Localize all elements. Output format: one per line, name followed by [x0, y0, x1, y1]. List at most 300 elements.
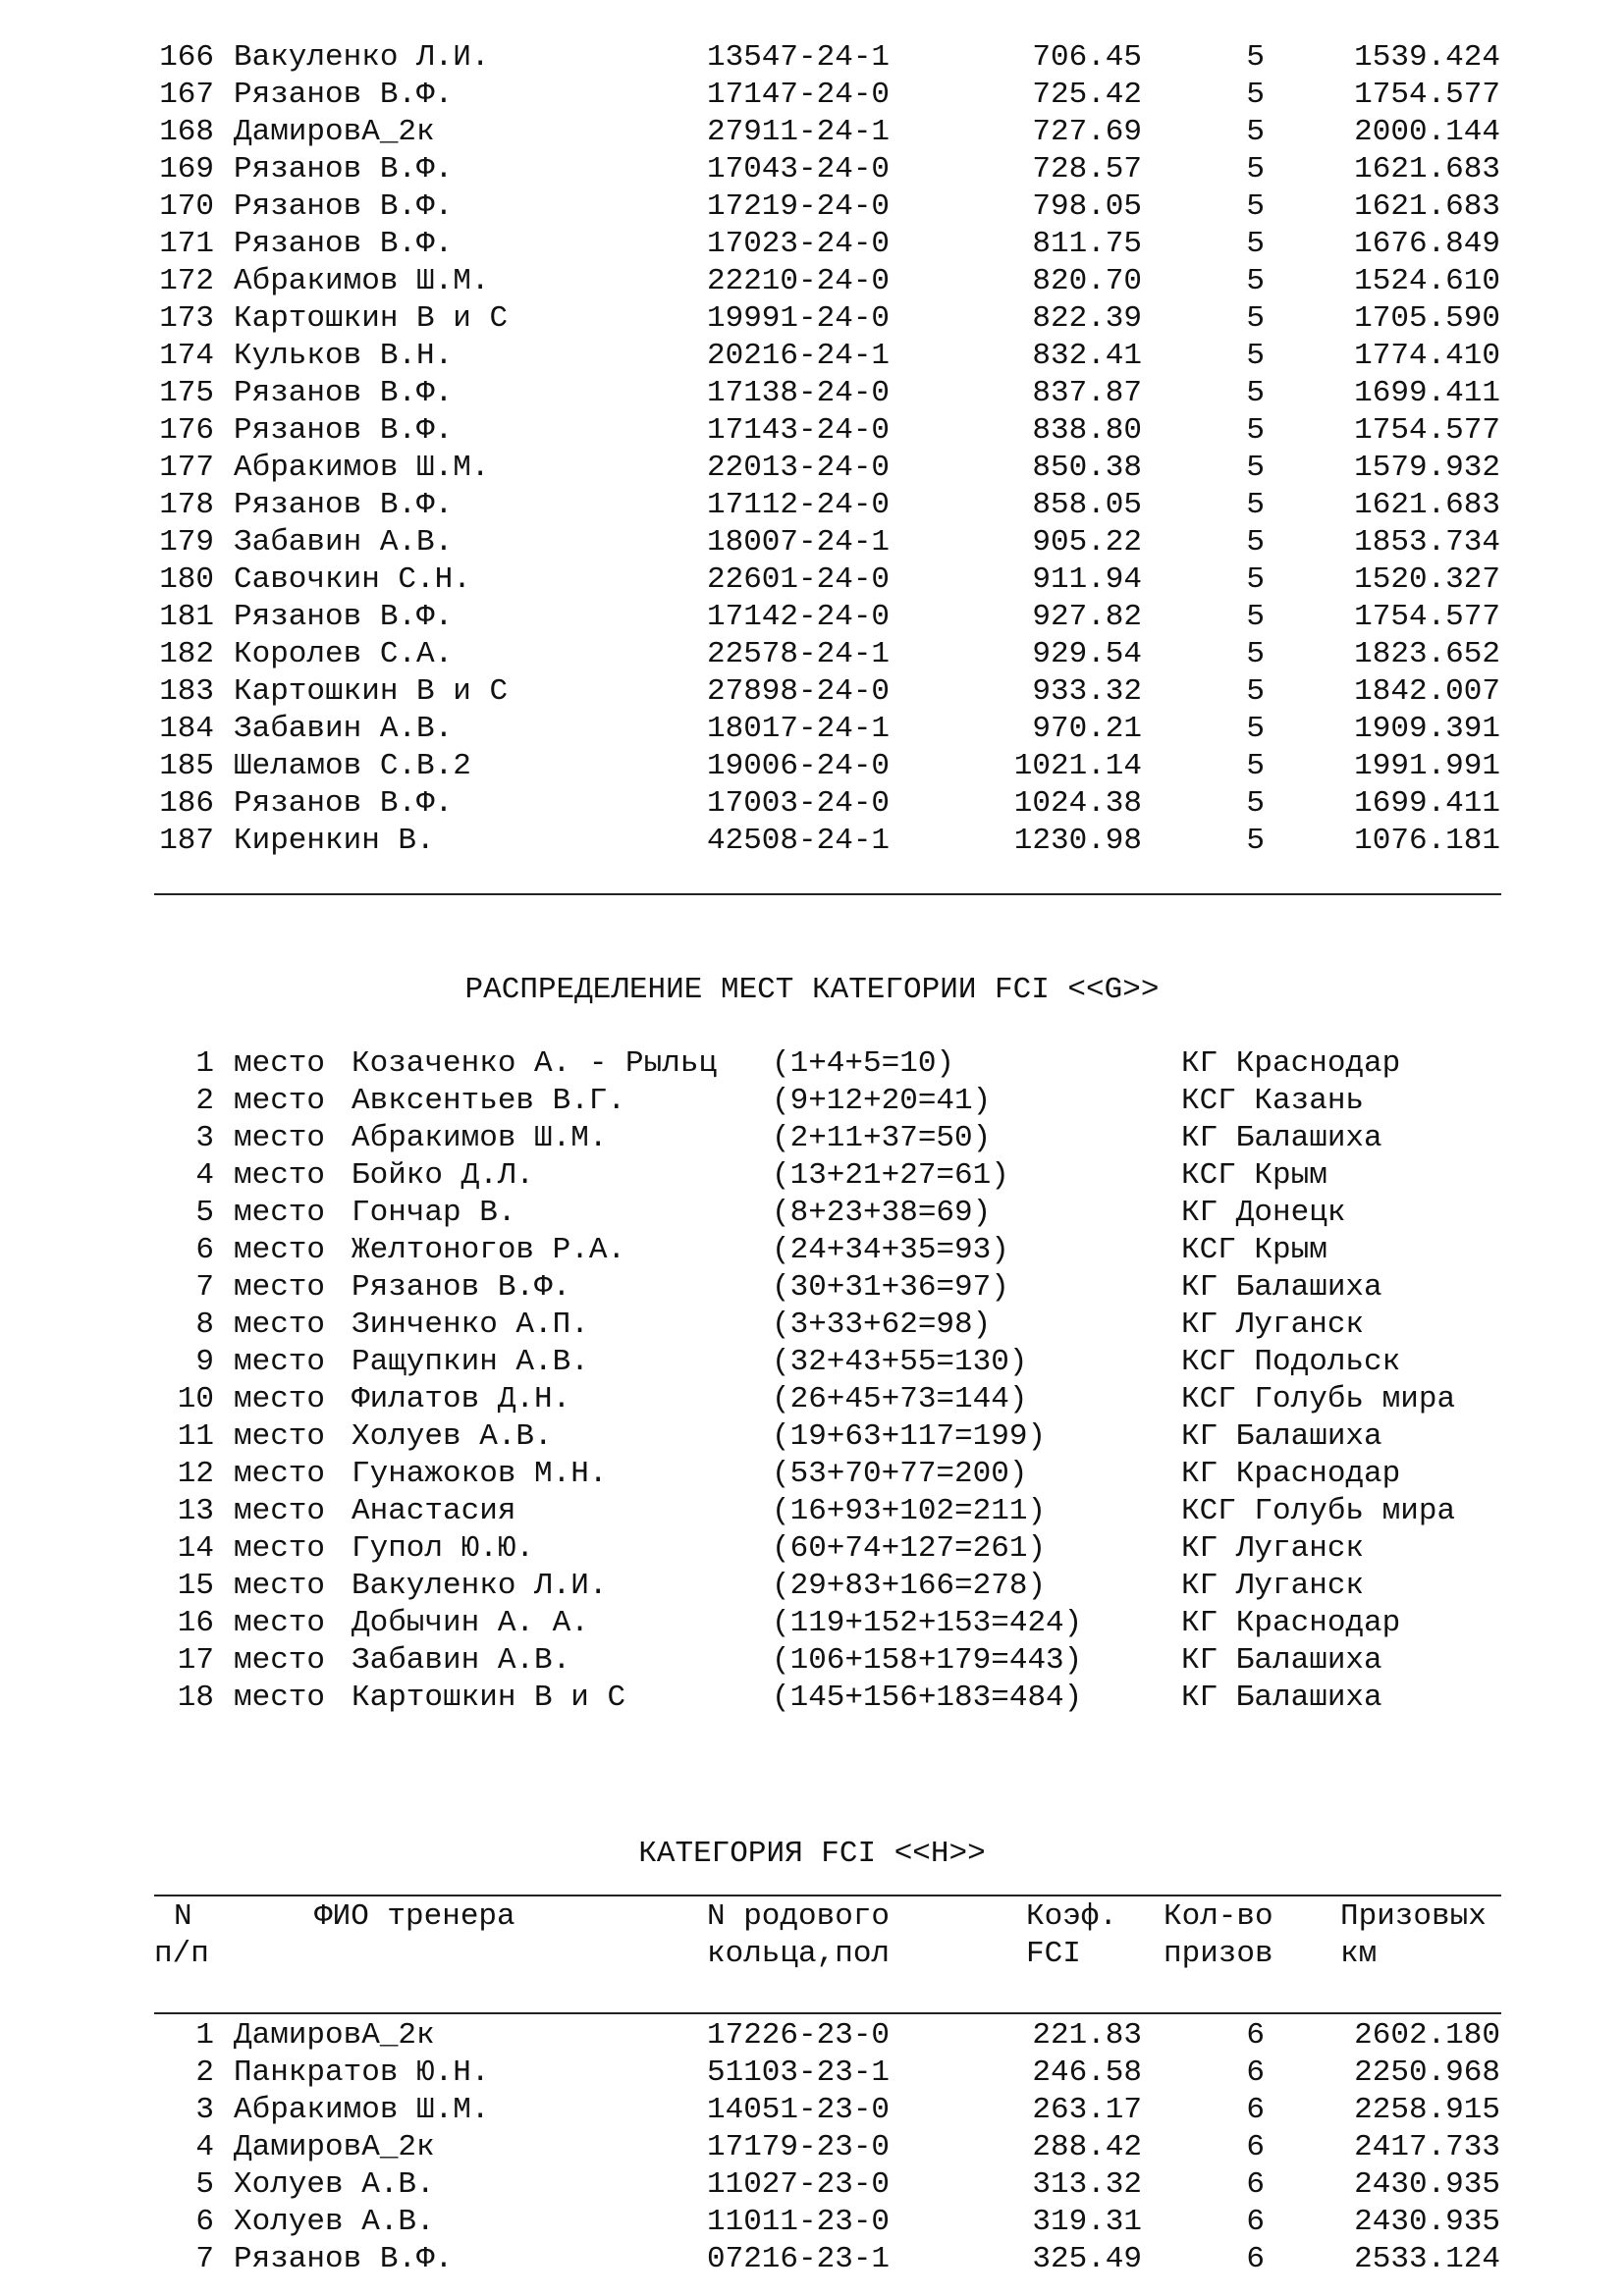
club-name: КГ Краснодар [1181, 1457, 1401, 1491]
ring-number: 17179-23-0 [707, 2130, 891, 2164]
trainer-name: Гунажоков М.Н. [352, 1457, 608, 1491]
prize-count: 5 [1246, 712, 1265, 746]
club-name: КГ Балашиха [1181, 1270, 1382, 1305]
club-name: КСГ Голубь мира [1181, 1382, 1456, 1416]
fci-coefficient: 325.49 [1032, 2242, 1142, 2276]
place-number: 18 [177, 1681, 214, 1715]
prize-count: 5 [1246, 413, 1265, 448]
ring-number: 19991-24-0 [707, 301, 891, 336]
trainer-name: Панкратов Ю.Н. [234, 2056, 490, 2090]
club-name: КСГ Казань [1181, 1084, 1365, 1118]
ring-number: 51103-23-1 [707, 2056, 891, 2090]
fci-coefficient: 798.05 [1032, 189, 1142, 224]
prize-count: 5 [1246, 674, 1265, 709]
trainer-name: Холуев А.В. [234, 2205, 435, 2239]
fci-coefficient: 927.82 [1032, 600, 1142, 634]
club-name: КСГ Подольск [1181, 1345, 1401, 1379]
place-word: место [234, 1419, 326, 1454]
trainer-name: Картошкин В и С [234, 674, 509, 709]
trainer-name: Рязанов В.Ф. [234, 227, 454, 261]
table-row [0, 188, 1624, 226]
ring-number: 14051-23-0 [707, 2093, 891, 2127]
row-number: 172 [159, 264, 214, 298]
ring-number: 17147-24-0 [707, 78, 891, 112]
fci-coefficient: 911.94 [1032, 562, 1142, 597]
fci-coefficient: 822.39 [1032, 301, 1142, 336]
table-row [0, 39, 1624, 77]
table-row [0, 2166, 1624, 2204]
ring-number: 17219-24-0 [707, 189, 891, 224]
row-number: 171 [159, 227, 214, 261]
trainer-name: Гончар В. [352, 1196, 516, 1230]
fci-coefficient: 858.05 [1032, 488, 1142, 522]
trainer-name: Холуев А.В. [352, 1419, 553, 1454]
place-word: место [234, 1345, 326, 1379]
ring-number: 17143-24-0 [707, 413, 891, 448]
row-number: 3 [195, 2093, 214, 2127]
prize-km: 1621.683 [1354, 488, 1500, 522]
place-number: 8 [195, 1308, 214, 1342]
place-word: место [234, 1308, 326, 1342]
place-sum: (19+63+117=199) [772, 1419, 1047, 1454]
place-number: 9 [195, 1345, 214, 1379]
trainer-name: Кульков В.Н. [234, 339, 454, 373]
trainer-name: Забавин А.В. [352, 1643, 571, 1678]
trainer-name: Рязанов В.Ф. [234, 488, 454, 522]
trainer-name: Шеламов С.В.2 [234, 749, 471, 783]
prize-count: 5 [1246, 40, 1265, 75]
ring-number: 17043-24-0 [707, 152, 891, 187]
fci-coefficient: 288.42 [1032, 2130, 1142, 2164]
divider [154, 1895, 1501, 1896]
ring-number: 18017-24-1 [707, 712, 891, 746]
header-coef: Коэф. [1026, 1899, 1118, 1934]
trainer-name: Холуев А.В. [234, 2167, 435, 2202]
fci-coefficient: 832.41 [1032, 339, 1142, 373]
row-number: 182 [159, 637, 214, 671]
table-row [0, 114, 1624, 151]
header-prizes-sub: призов [1164, 1937, 1273, 1971]
prize-count: 5 [1246, 637, 1265, 671]
list-item [0, 1493, 1624, 1530]
ring-number: 17138-24-0 [707, 376, 891, 410]
ring-number: 27898-24-0 [707, 674, 891, 709]
place-word: место [234, 1196, 326, 1230]
place-sum: (1+4+5=10) [772, 1046, 955, 1081]
place-sum: (13+21+27=61) [772, 1158, 1009, 1193]
table-row [0, 748, 1624, 785]
place-sum: (119+152+153=424) [772, 1606, 1083, 1640]
trainer-name: Картошкин В и С [352, 1681, 626, 1715]
club-name: КГ Балашиха [1181, 1681, 1382, 1715]
header-n: N [174, 1899, 192, 1934]
prize-count: 5 [1246, 339, 1265, 373]
table-row [0, 785, 1624, 823]
trainer-name: Рязанов В.Ф. [234, 78, 454, 112]
ranking-title: РАСПРЕДЕЛЕНИЕ МЕСТ КАТЕГОРИИ FCI <<G>> [464, 973, 1160, 1007]
trainer-name: ДамировА_2к [234, 2130, 435, 2164]
place-sum: (32+43+55=130) [772, 1345, 1028, 1379]
row-number: 166 [159, 40, 214, 75]
fci-coefficient: 820.70 [1032, 264, 1142, 298]
table-row [0, 2129, 1624, 2166]
fci-coefficient: 905.22 [1032, 525, 1142, 560]
prize-km: 1676.849 [1354, 227, 1500, 261]
row-number: 6 [195, 2205, 214, 2239]
fci-coefficient: 838.80 [1032, 413, 1142, 448]
club-name: КГ Балашиха [1181, 1419, 1382, 1454]
trainer-name: Рязанов В.Ф. [234, 152, 454, 187]
club-name: КГ Краснодар [1181, 1046, 1401, 1081]
list-item [0, 1530, 1624, 1568]
trainer-name: Киренкин В. [234, 824, 435, 858]
table-row [0, 524, 1624, 561]
prize-km: 1076.181 [1354, 824, 1500, 858]
place-word: место [234, 1531, 326, 1566]
header-coef-sub: FCI [1026, 1937, 1081, 1971]
prize-km: 1621.683 [1354, 152, 1500, 187]
place-word: место [234, 1382, 326, 1416]
ring-number: 27911-24-1 [707, 115, 891, 149]
place-number: 13 [177, 1494, 214, 1528]
list-item [0, 1232, 1624, 1269]
prize-count: 6 [1246, 2242, 1265, 2276]
ring-number: 20216-24-1 [707, 339, 891, 373]
prize-km: 1823.652 [1354, 637, 1500, 671]
row-number: 175 [159, 376, 214, 410]
table-row [0, 2055, 1624, 2092]
prize-count: 5 [1246, 376, 1265, 410]
table-row [0, 561, 1624, 599]
place-number: 11 [177, 1419, 214, 1454]
trainer-name: Забавин А.В. [234, 712, 454, 746]
list-item [0, 1083, 1624, 1120]
trainer-name: Абракимов Ш.М. [352, 1121, 608, 1155]
trainer-name: Абракимов Ш.М. [234, 264, 490, 298]
club-name: КГ Луганск [1181, 1531, 1365, 1566]
table-row [0, 2241, 1624, 2278]
place-word: место [234, 1494, 326, 1528]
trainer-name: Абракимов Ш.М. [234, 2093, 490, 2127]
list-item [0, 1456, 1624, 1493]
fci-coefficient: 221.83 [1032, 2018, 1142, 2053]
ring-number: 18007-24-1 [707, 525, 891, 560]
fci-coefficient: 313.32 [1032, 2167, 1142, 2202]
table-row [0, 412, 1624, 450]
header-ring-sub: кольца,пол [707, 1937, 891, 1971]
prize-km: 1909.391 [1354, 712, 1500, 746]
row-number: 183 [159, 674, 214, 709]
prize-count: 5 [1246, 786, 1265, 821]
prize-km: 2430.935 [1354, 2205, 1500, 2239]
fci-coefficient: 933.32 [1032, 674, 1142, 709]
place-number: 16 [177, 1606, 214, 1640]
list-item [0, 1269, 1624, 1307]
table-row [0, 487, 1624, 524]
row-number: 186 [159, 786, 214, 821]
table-row [0, 2204, 1624, 2241]
divider [154, 2012, 1501, 2014]
ring-number: 22578-24-1 [707, 637, 891, 671]
prize-count: 5 [1246, 749, 1265, 783]
place-word: место [234, 1158, 326, 1193]
place-word: место [234, 1121, 326, 1155]
prize-km: 2250.968 [1354, 2056, 1500, 2090]
row-number: 184 [159, 712, 214, 746]
place-sum: (24+34+35=93) [772, 1233, 1009, 1267]
prize-km: 1705.590 [1354, 301, 1500, 336]
ring-number: 17142-24-0 [707, 600, 891, 634]
trainer-name: Филатов Д.Н. [352, 1382, 571, 1416]
header-prizes: Кол-во [1164, 1899, 1273, 1934]
ring-number: 13547-24-1 [707, 40, 891, 75]
table-row [0, 823, 1624, 860]
prize-count: 5 [1246, 227, 1265, 261]
list-item [0, 1680, 1624, 1717]
row-number: 1 [195, 2018, 214, 2053]
list-item [0, 1045, 1624, 1083]
header-n-sub: п/п [154, 1937, 209, 1971]
ring-number: 22013-24-0 [707, 451, 891, 485]
prize-count: 5 [1246, 600, 1265, 634]
place-sum: (60+74+127=261) [772, 1531, 1047, 1566]
row-number: 4 [195, 2130, 214, 2164]
trainer-name: Абракимов Ш.М. [234, 451, 490, 485]
place-word: место [234, 1457, 326, 1491]
fci-coefficient: 970.21 [1032, 712, 1142, 746]
row-number: 187 [159, 824, 214, 858]
prize-count: 6 [1246, 2205, 1265, 2239]
club-name: КГ Балашиха [1181, 1121, 1382, 1155]
place-number: 7 [195, 1270, 214, 1305]
table-row [0, 151, 1624, 188]
prize-km: 2000.144 [1354, 115, 1500, 149]
club-name: КГ Донецк [1181, 1196, 1346, 1230]
trainer-name: Рязанов В.Ф. [234, 600, 454, 634]
place-word: место [234, 1681, 326, 1715]
place-sum: (16+93+102=211) [772, 1494, 1047, 1528]
club-name: КГ Луганск [1181, 1308, 1365, 1342]
prize-km: 1699.411 [1354, 786, 1500, 821]
prize-count: 6 [1246, 2018, 1265, 2053]
place-sum: (30+31+36=97) [772, 1270, 1009, 1305]
prize-count: 5 [1246, 301, 1265, 336]
place-sum: (9+12+20=41) [772, 1084, 992, 1118]
fci-coefficient: 319.31 [1032, 2205, 1142, 2239]
table-row [0, 711, 1624, 748]
prize-km: 1524.610 [1354, 264, 1500, 298]
ring-number: 07216-23-1 [707, 2242, 891, 2276]
trainer-name: Рязанов В.Ф. [234, 376, 454, 410]
table-row [0, 673, 1624, 711]
prize-km: 1754.577 [1354, 600, 1500, 634]
place-number: 17 [177, 1643, 214, 1678]
table-row [0, 636, 1624, 673]
trainer-name: Рязанов В.Ф. [234, 413, 454, 448]
trainer-name: Авксентьев В.Г. [352, 1084, 626, 1118]
row-number: 185 [159, 749, 214, 783]
place-sum: (53+70+77=200) [772, 1457, 1028, 1491]
place-word: место [234, 1606, 326, 1640]
trainer-name: Желтоногов Р.А. [352, 1233, 626, 1267]
place-sum: (3+33+62=98) [772, 1308, 992, 1342]
row-number: 180 [159, 562, 214, 597]
prize-km: 1699.411 [1354, 376, 1500, 410]
divider [154, 893, 1501, 895]
place-word: место [234, 1084, 326, 1118]
prize-km: 2417.733 [1354, 2130, 1500, 2164]
place-sum: (8+23+38=69) [772, 1196, 992, 1230]
place-number: 3 [195, 1121, 214, 1155]
prize-km: 1754.577 [1354, 413, 1500, 448]
row-number: 168 [159, 115, 214, 149]
place-sum: (2+11+37=50) [772, 1121, 992, 1155]
row-number: 179 [159, 525, 214, 560]
row-number: 178 [159, 488, 214, 522]
trainer-name: Рязанов В.Ф. [234, 786, 454, 821]
list-item [0, 1642, 1624, 1680]
place-word: место [234, 1569, 326, 1603]
prize-count: 5 [1246, 115, 1265, 149]
trainer-name: Козаченко А. - Рыльц [352, 1046, 718, 1081]
list-item [0, 1157, 1624, 1195]
list-item [0, 1418, 1624, 1456]
ring-number: 42508-24-1 [707, 824, 891, 858]
list-item [0, 1568, 1624, 1605]
row-number: 177 [159, 451, 214, 485]
place-number: 4 [195, 1158, 214, 1193]
place-number: 12 [177, 1457, 214, 1491]
row-number: 167 [159, 78, 214, 112]
place-sum: (26+45+73=144) [772, 1382, 1028, 1416]
fci-coefficient: 1024.38 [1013, 786, 1142, 821]
fci-coefficient: 728.57 [1032, 152, 1142, 187]
place-word: место [234, 1233, 326, 1267]
list-item [0, 1344, 1624, 1381]
club-name: КСГ Голубь мира [1181, 1494, 1456, 1528]
fci-coefficient: 246.58 [1032, 2056, 1142, 2090]
ring-number: 17112-24-0 [707, 488, 891, 522]
prize-km: 1539.424 [1354, 40, 1500, 75]
table-row [0, 263, 1624, 300]
category-h-title: КАТЕГОРИЯ FCI <<H>> [638, 1837, 986, 1871]
fci-coefficient: 263.17 [1032, 2093, 1142, 2127]
row-number: 170 [159, 189, 214, 224]
row-number: 176 [159, 413, 214, 448]
header-km: Призовых [1340, 1899, 1487, 1934]
prize-km: 1754.577 [1354, 78, 1500, 112]
ring-number: 17023-24-0 [707, 227, 891, 261]
prize-count: 6 [1246, 2130, 1265, 2164]
trainer-name: Гупол Ю.Ю. [352, 1531, 535, 1566]
place-word: место [234, 1046, 326, 1081]
prize-km: 1853.734 [1354, 525, 1500, 560]
ring-number: 17003-24-0 [707, 786, 891, 821]
prize-count: 5 [1246, 525, 1265, 560]
place-number: 5 [195, 1196, 214, 1230]
row-number: 5 [195, 2167, 214, 2202]
place-number: 15 [177, 1569, 214, 1603]
table-row [0, 300, 1624, 338]
prize-km: 1991.991 [1354, 749, 1500, 783]
place-number: 14 [177, 1531, 214, 1566]
trainer-name: Вакуленко Л.И. [352, 1569, 608, 1603]
prize-km: 2602.180 [1354, 2018, 1500, 2053]
club-name: КГ Луганск [1181, 1569, 1365, 1603]
club-name: КГ Краснодар [1181, 1606, 1401, 1640]
fci-coefficient: 1230.98 [1013, 824, 1142, 858]
place-number: 10 [177, 1382, 214, 1416]
row-number: 169 [159, 152, 214, 187]
row-number: 7 [195, 2242, 214, 2276]
trainer-name: Забавин А.В. [234, 525, 454, 560]
prize-count: 5 [1246, 824, 1265, 858]
row-number: 181 [159, 600, 214, 634]
prize-km: 2258.915 [1354, 2093, 1500, 2127]
club-name: КСГ Крым [1181, 1233, 1327, 1267]
fci-coefficient: 706.45 [1032, 40, 1142, 75]
prize-km: 1774.410 [1354, 339, 1500, 373]
place-sum: (29+83+166=278) [772, 1569, 1047, 1603]
table-row [0, 226, 1624, 263]
prize-km: 1579.932 [1354, 451, 1500, 485]
ring-number: 11027-23-0 [707, 2167, 891, 2202]
row-number: 174 [159, 339, 214, 373]
prize-count: 5 [1246, 264, 1265, 298]
fci-coefficient: 725.42 [1032, 78, 1142, 112]
fci-coefficient: 811.75 [1032, 227, 1142, 261]
list-item [0, 1381, 1624, 1418]
trainer-name: ДамировА_2к [234, 2018, 435, 2053]
trainer-name: Бойко Д.Л. [352, 1158, 535, 1193]
prize-km: 1842.007 [1354, 674, 1500, 709]
prize-km: 1621.683 [1354, 189, 1500, 224]
place-sum: (145+156+183=484) [772, 1681, 1083, 1715]
prize-count: 5 [1246, 78, 1265, 112]
trainer-name: Рязанов В.Ф. [234, 2242, 454, 2276]
ring-number: 17226-23-0 [707, 2018, 891, 2053]
header-km-sub: км [1340, 1937, 1378, 1971]
prize-count: 5 [1246, 152, 1265, 187]
club-name: КГ Балашиха [1181, 1643, 1382, 1678]
list-item [0, 1120, 1624, 1157]
trainer-name: Зинченко А.П. [352, 1308, 589, 1342]
place-number: 2 [195, 1084, 214, 1118]
trainer-name: Рязанов В.Ф. [234, 189, 454, 224]
trainer-name: Королев С.А. [234, 637, 454, 671]
place-number: 1 [195, 1046, 214, 1081]
fci-coefficient: 837.87 [1032, 376, 1142, 410]
prize-count: 6 [1246, 2093, 1265, 2127]
trainer-name: Картошкин В и С [234, 301, 509, 336]
table-row [0, 2092, 1624, 2129]
trainer-name: ДамировА_2к [234, 115, 435, 149]
table-row [0, 375, 1624, 412]
fci-coefficient: 850.38 [1032, 451, 1142, 485]
place-word: место [234, 1270, 326, 1305]
ring-number: 19006-24-0 [707, 749, 891, 783]
prize-count: 5 [1246, 189, 1265, 224]
trainer-name: Вакуленко Л.И. [234, 40, 490, 75]
fci-coefficient: 727.69 [1032, 115, 1142, 149]
ring-number: 11011-23-0 [707, 2205, 891, 2239]
list-item [0, 1605, 1624, 1642]
trainer-name: Добычин А. А. [352, 1606, 589, 1640]
prize-count: 6 [1246, 2167, 1265, 2202]
ring-number: 22210-24-0 [707, 264, 891, 298]
header-ring: N родового [707, 1899, 891, 1934]
table-row [0, 338, 1624, 375]
